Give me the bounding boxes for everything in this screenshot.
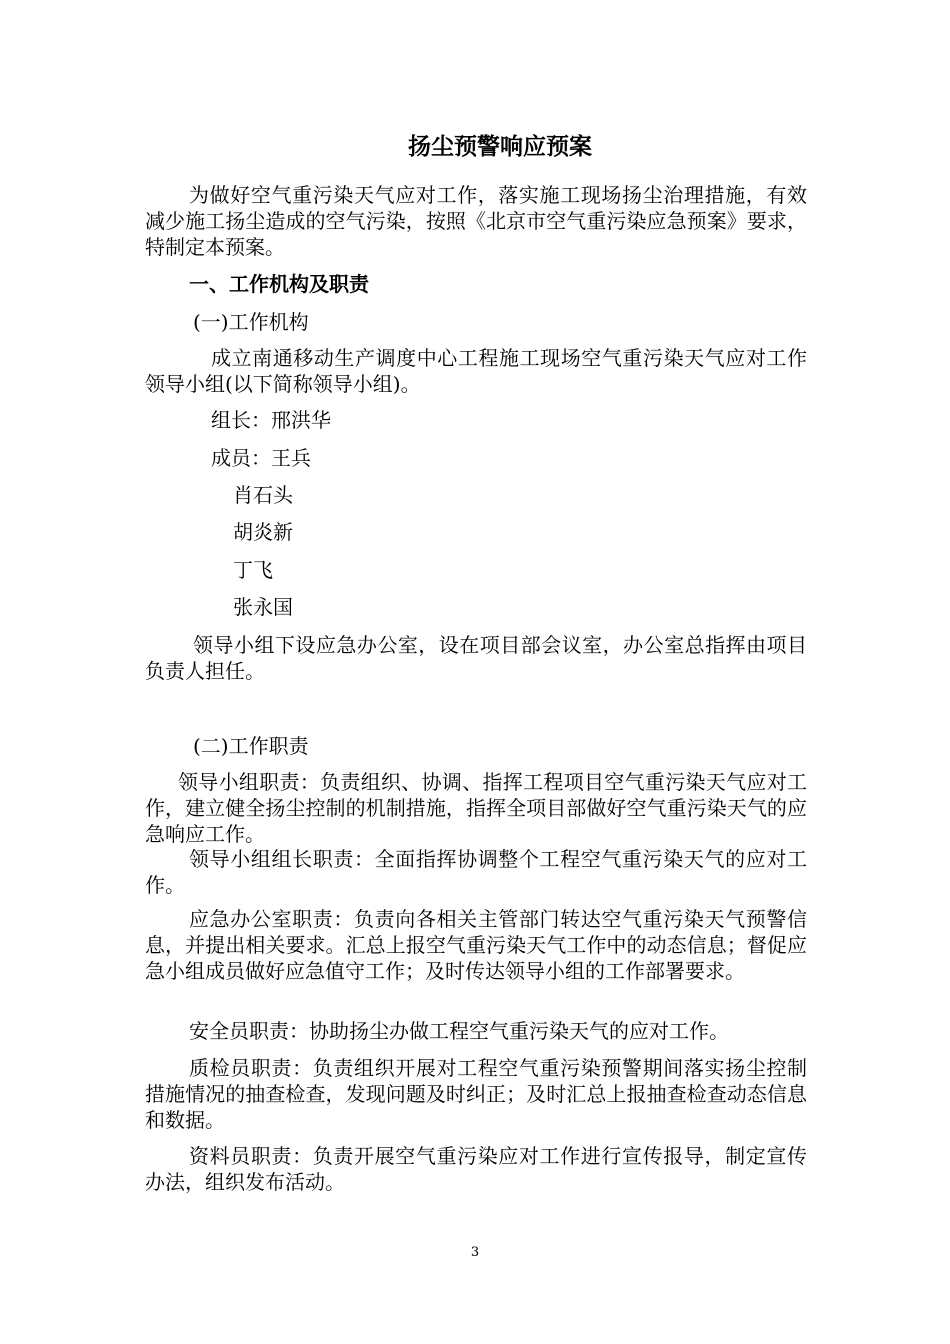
duty-paragraph: 资料员职责：负责开展空气重污染应对工作进行宣传报导，制定宣传办法，组织发布活动。 — [145, 1144, 807, 1194]
document-title: 扬尘预警响应预案 — [408, 134, 592, 160]
office-paragraph: 领导小组下设应急办公室，设在项目部会议室，办公室总指挥由项目负责人担任。 — [145, 633, 807, 683]
member-item: 肖石头 — [233, 483, 293, 507]
duty-paragraph: 领导小组职责：负责组织、协调、指挥工程项目空气重污染天气应对工作，建立健全扬尘控制的机制措施，指挥全项目部做好空气重污染天气的应急响应工作。 — [145, 770, 807, 846]
intro-paragraph: 为做好空气重污染天气应对工作，落实施工现场扬尘治理措施，有效减少施工扬尘造成的空气污染，按照《北京市空气重污染应急预案》要求，特制定本预案。 — [145, 183, 807, 259]
duty-paragraph: 质检员职责：负责组织开展对工程空气重污染预警期间落实扬尘控制措施情况的抽查检查，发现问题及时纠正；及时汇总上报抽查检查动态信息和数据。 — [145, 1056, 807, 1132]
duty-paragraph: 应急办公室职责：负责向各相关主管部门转达空气重污染天气预警信息，并提出相关要求。汇总上报空气重污染天气工作中的动态信息；督促应急小组成员做好应急值守工作；及时传达领导小组的工作部署要求。 — [145, 907, 807, 983]
subsection-heading-duties: (二)工作职责 — [193, 734, 309, 758]
leader-line: 组长：邢洪华 — [211, 408, 331, 432]
establish-paragraph: 成立南通移动生产调度中心工程施工现场空气重污染天气应对工作领导小组(以下简称领导小组)。 — [145, 346, 807, 396]
duty-paragraph: 安全员职责：协助扬尘办做工程空气重污染天气的应对工作。 — [189, 1019, 729, 1043]
members-label-line: 成员：王兵 — [211, 446, 311, 470]
page-number: 3 — [470, 1245, 480, 1260]
member-item: 胡炎新 — [233, 520, 293, 544]
member-item: 丁飞 — [233, 558, 273, 582]
section-heading: 一、工作机构及职责 — [189, 272, 369, 296]
duty-paragraph: 领导小组组长职责：全面指挥协调整个工程空气重污染天气的应对工作。 — [145, 847, 807, 897]
subsection-heading-organization: (一)工作机构 — [193, 310, 309, 334]
member-item: 张永国 — [233, 595, 293, 619]
